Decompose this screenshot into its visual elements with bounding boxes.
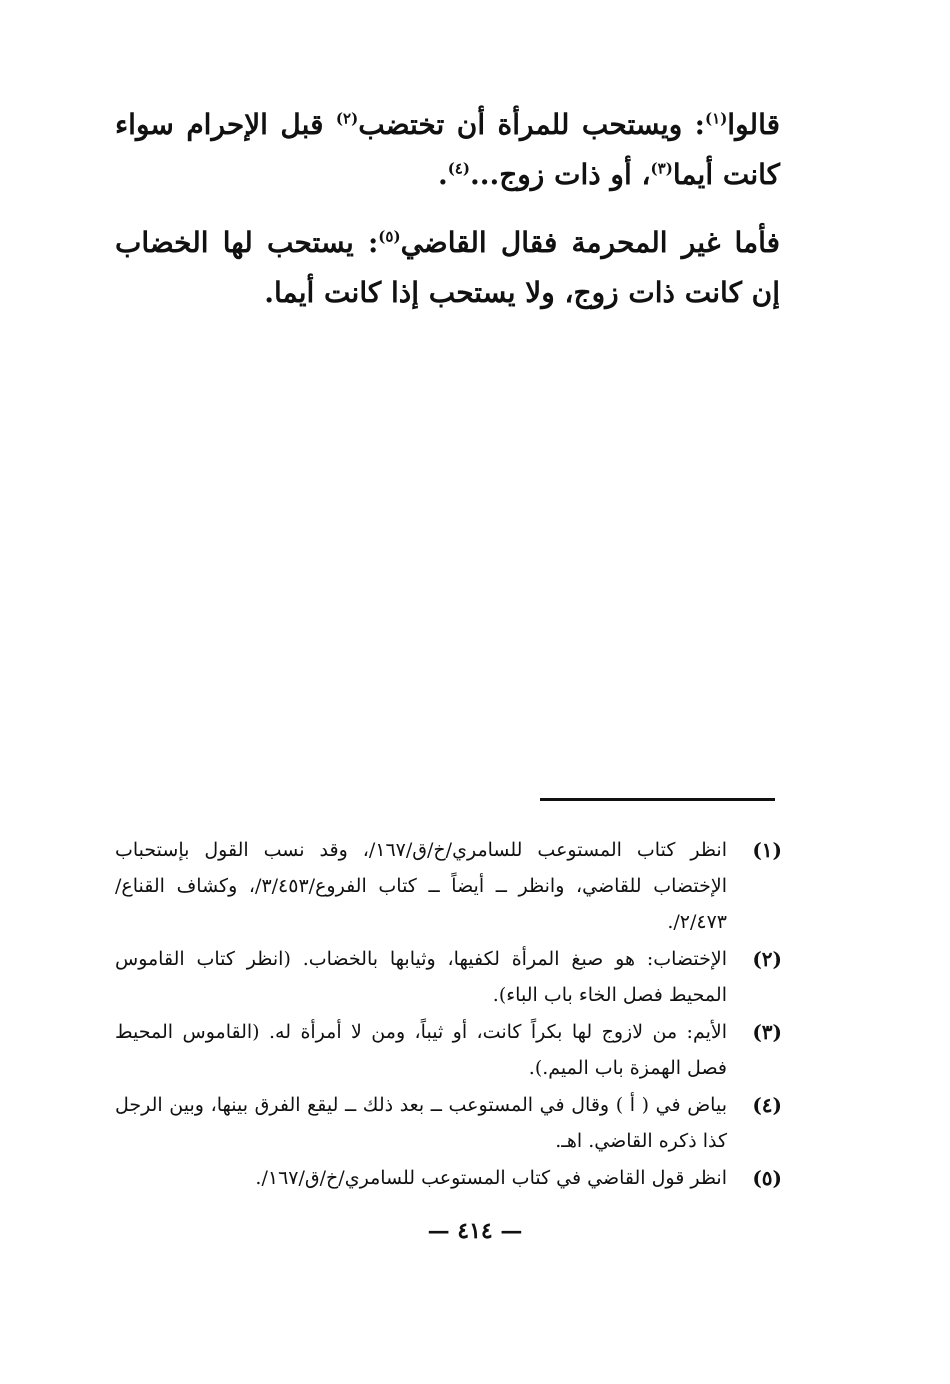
page-number: — ٤١٤ — bbox=[427, 1218, 523, 1244]
footnote-ref: (٥) bbox=[378, 227, 401, 246]
paragraph-2 bbox=[115, 218, 780, 318]
footnote-number: (٤) bbox=[752, 1093, 782, 1117]
text-segment: . bbox=[437, 158, 448, 191]
text-segment: قبل الإحرام سواء كانت أيما bbox=[115, 108, 780, 191]
footnote-text: انظر كتاب المستوعب للسامري/خ/ق/١٦٧/، وقد نسب القول بإستحباب الإختضاب للقاضي، وانظر ــ أيضاً ــ كتاب الفروع/٣/٤٥٣/، وكشاف القناع/٢/٤٧٣/. bbox=[115, 839, 727, 933]
main-text bbox=[115, 100, 780, 336]
text-segment: فأما غير المحرمة فقال القاضي bbox=[400, 226, 780, 259]
footnote-ref: (٣) bbox=[650, 159, 673, 178]
footnote-number: (٣) bbox=[752, 1020, 782, 1044]
paragraph-1 bbox=[115, 100, 780, 200]
footnote-item bbox=[115, 941, 782, 1013]
text-segment: ، أو ذات زوج... bbox=[469, 158, 651, 191]
footnote-item bbox=[115, 1014, 782, 1086]
footnote-text: الإختضاب: هو صبغ المرأة لكفيها، وثيابها بالخضاب. (انظر كتاب القاموس المحيط فصل الخاء باب الباء). bbox=[115, 948, 727, 1006]
footnote-item bbox=[115, 1160, 782, 1196]
footnote-item bbox=[115, 1087, 782, 1159]
text-segment: قالوا bbox=[727, 108, 780, 141]
footnote-ref: (١) bbox=[705, 109, 728, 128]
footnote-ref: (٤) bbox=[447, 159, 470, 178]
footnote-text: الأيم: من لازوج لها بكراً كانت، أو ثيباً، ومن لا أمرأة له. (القاموس المحيط فصل الهمزة باب الميم.). bbox=[115, 1021, 727, 1079]
footnote-text: انظر قول القاضي في كتاب المستوعب للسامري/خ/ق/١٦٧/. bbox=[255, 1167, 727, 1189]
footnote-number: (٥) bbox=[752, 1166, 782, 1190]
footnote-text: بياض في ( أ ) وقال في المستوعب ــ بعد ذلك ــ ليقع الفرق بينها، وبين الرجل كذا ذكره القاضي. اهـ. bbox=[115, 1094, 727, 1152]
text-segment: : يستحب لها الخضاب إن كانت ذات زوج، ولا يستحب إذا كانت أيما. bbox=[115, 226, 780, 309]
footnotes bbox=[115, 832, 782, 1197]
footnote-separator bbox=[540, 798, 775, 801]
text-segment: : ويستحب للمرأة أن تختضب bbox=[358, 108, 706, 141]
footnote-item bbox=[115, 832, 782, 940]
footnote-number: (١) bbox=[752, 838, 782, 862]
footnote-ref: (٢) bbox=[335, 109, 359, 128]
footnote-number: (٢) bbox=[752, 947, 782, 971]
